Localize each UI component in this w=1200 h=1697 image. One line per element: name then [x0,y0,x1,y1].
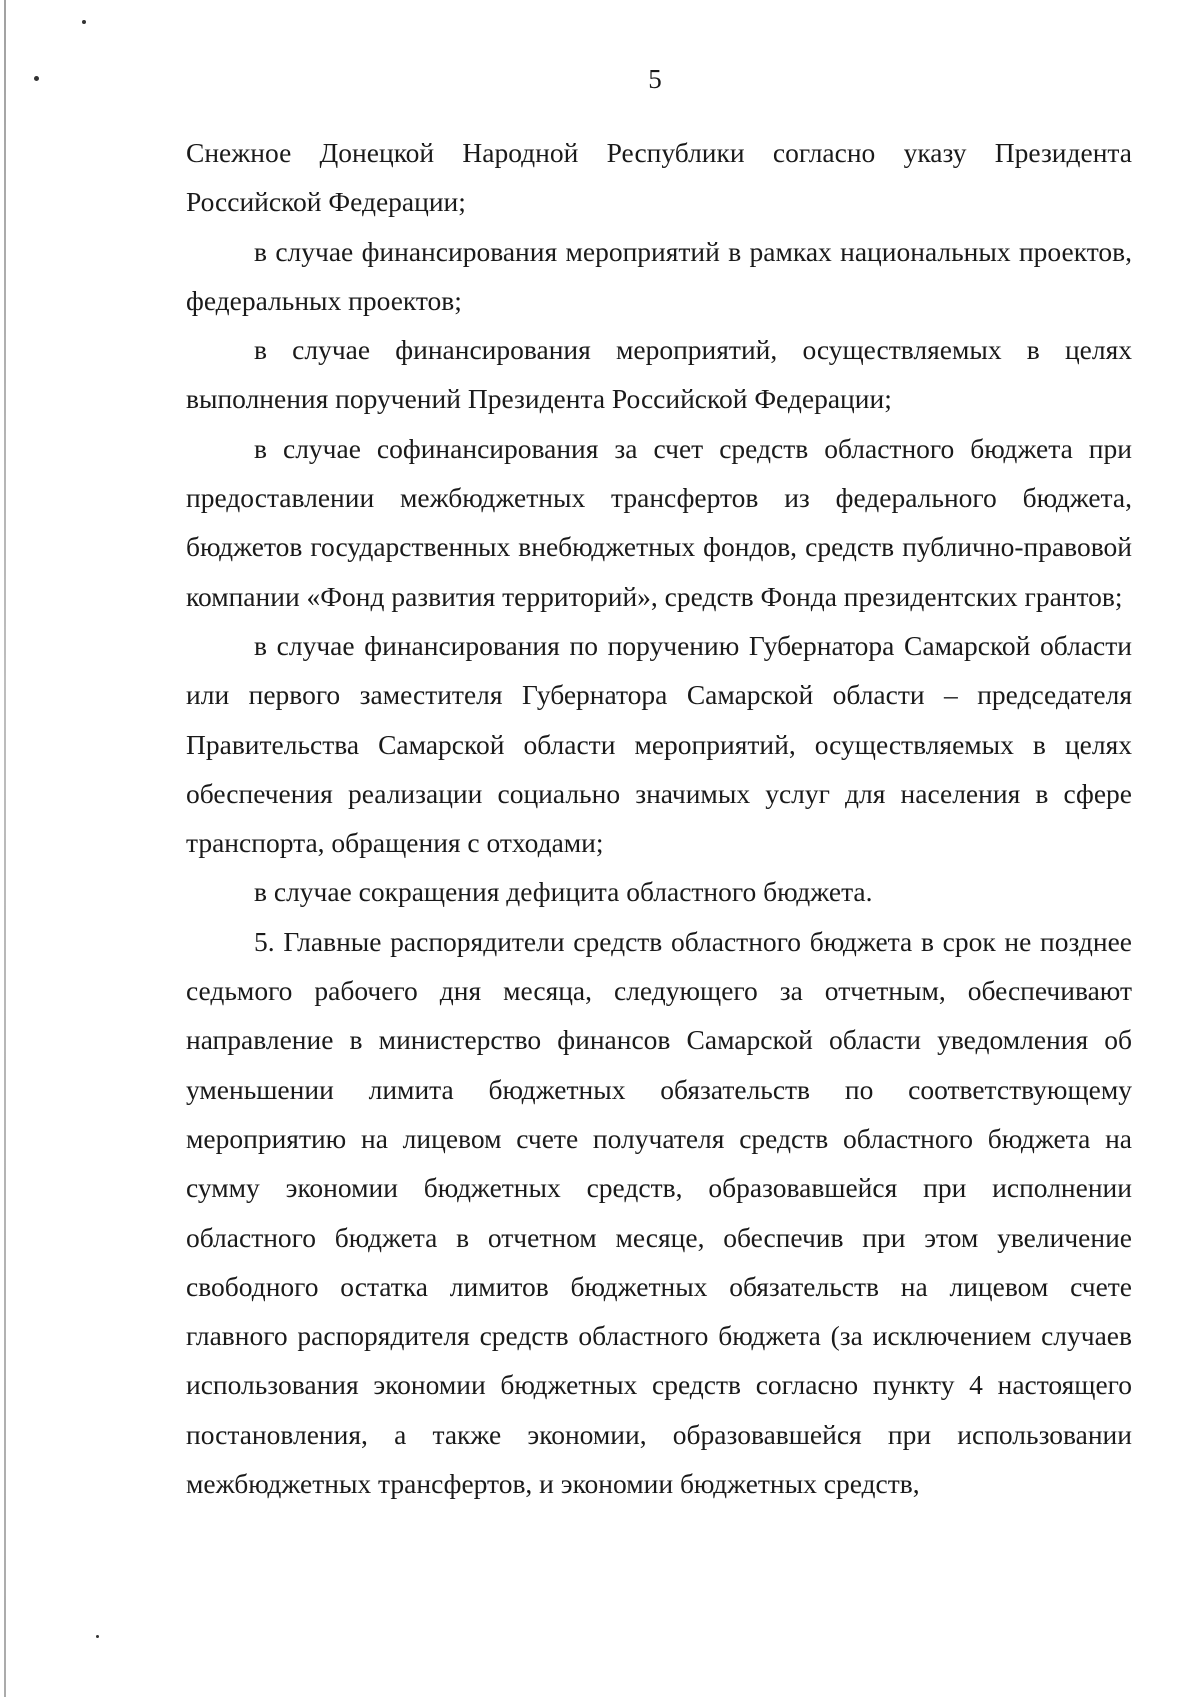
paragraph: в случае сокращения дефицита областного бюджета. [254,876,873,908]
paragraph: Снежное Донецкой Народной Республики согласно указу Президента Российской Федерации; [186,137,1132,218]
scan-speck [96,1635,99,1638]
paragraph: в случае финансирования мероприятий, осуществляемых в целях выполнения поручений Президента Российской Федерации; [186,334,1132,415]
paragraph: 5. Главные распорядители средств областного бюджета в срок не позднее седьмого рабочего дня месяца, следующего за отчетным, обеспечивают направление в министерство финансов Самарской области уведомления об уменьшении лимита бюджетных обязательств по соответствующему мероприятию на лицевом счете получателя средств областного бюджета на сумму экономии бюджетных средств, образовавшейся при исполнении областного бюджета в отчетном месяце, обеспечив при этом увеличение свободного остатка лимитов бюджетных обязательств на лицевом счете главного распорядителя средств областного бюджета (за исключением случаев использования экономии бюджетных средств согласно пункту 4 настоящего постановления, а также экономии, образовавшейся при использовании межбюджетных трансфертов, и экономии бюджетных средств, [186,925,1132,1500]
paragraph: в случае финансирования мероприятий в рамках национальных проектов, федеральных проектов; [186,235,1132,316]
paragraph: в случае финансирования по поручению Губернатора Самарской области или первого заместителя Губернатора Самарской области – председателя Правительства Самарской области мероприятий, осуществляемых в целях обеспечения реализации социально значимых услуг для населения в сфере транспорта, обращения с отходами; [186,629,1132,859]
scan-speck [82,20,86,24]
page-number: 5 [648,64,662,94]
paragraph: в случае софинансирования за счет средств областного бюджета при предоставлении межбюджетных трансфертов из федерального бюджета, бюджетов государственных внебюджетных фондов, средств публично-правовой компании «Фонд развития территорий», средств Фонда президентских грантов; [186,432,1132,612]
document-body [186,128,1132,1508]
scan-edge [4,0,6,1697]
